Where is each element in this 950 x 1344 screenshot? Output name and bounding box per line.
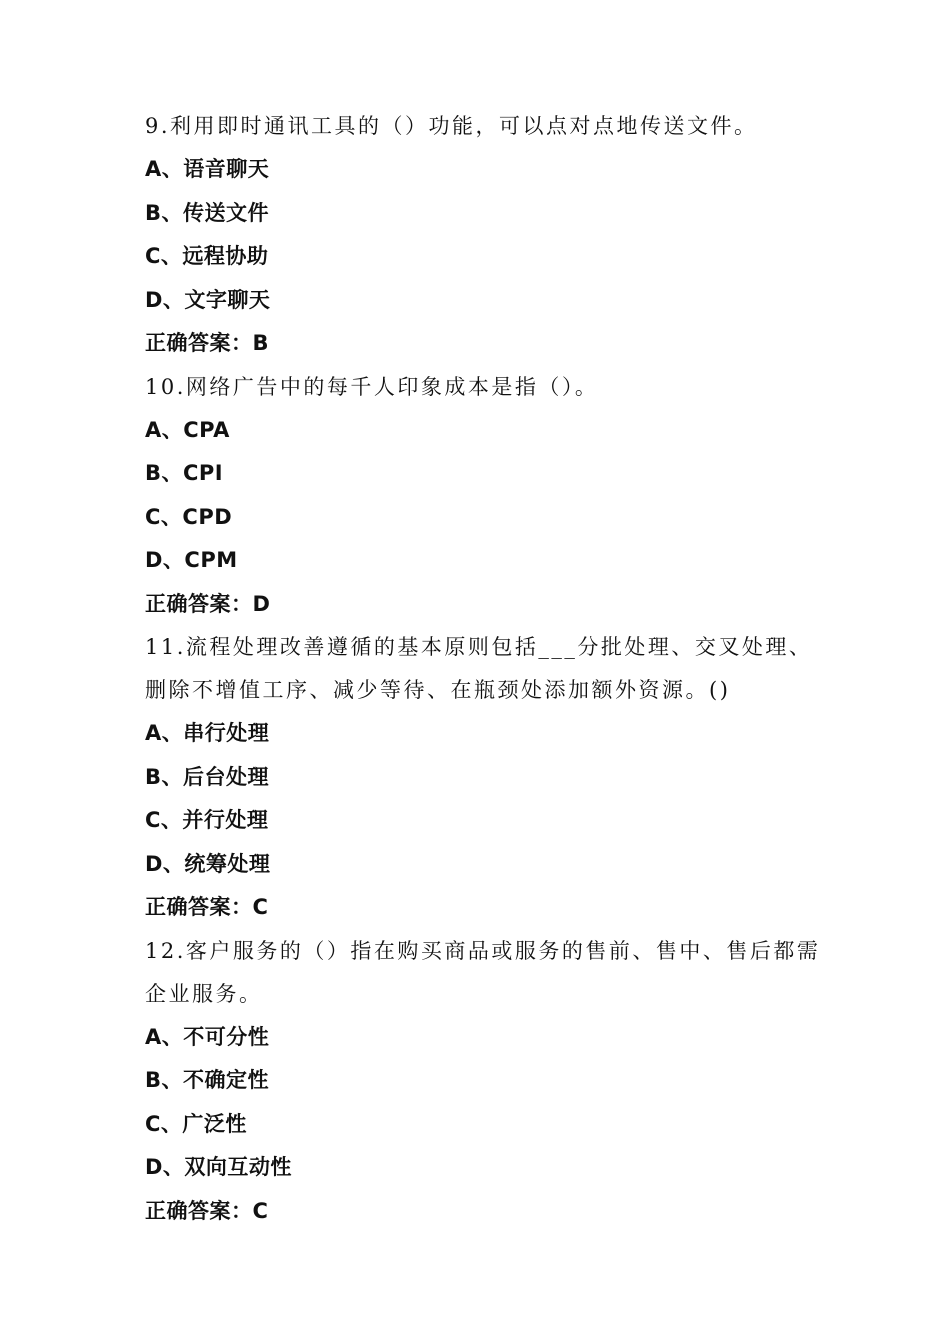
question-9	[145, 105, 825, 366]
question-text: 12.客户服务的（）指在购买商品或服务的售前、售中、售后都需企业服务。	[145, 938, 821, 1006]
question-11	[145, 626, 825, 930]
question-10	[145, 366, 825, 627]
correct-answer: 正确答案：C	[145, 1198, 269, 1223]
question-12	[145, 930, 825, 1234]
option-b: B、CPI	[145, 461, 224, 485]
option-a: A、不可分性	[145, 1024, 270, 1049]
option-c: C、广泛性	[145, 1111, 247, 1136]
option-c: C、CPD	[145, 504, 233, 529]
option-a: A、CPA	[145, 417, 230, 442]
option-d: D、双向互动性	[145, 1155, 292, 1179]
correct-answer: 正确答案：B	[145, 331, 270, 355]
option-d: D、统筹处理	[145, 851, 271, 876]
question-text: 10.网络广告中的每千人印象成本是指（）。	[145, 374, 599, 399]
option-a: A、串行处理	[145, 721, 270, 745]
option-c: C、并行处理	[145, 808, 269, 832]
option-b: B、不确定性	[145, 1068, 270, 1092]
question-list	[145, 105, 825, 1233]
question-text: 11.流程处理改善遵循的基本原则包括___分批处理、交叉处理、删除不增值工序、减少等待、在瓶颈处添加额外资源。()	[145, 635, 813, 702]
option-b: B、传送文件	[145, 200, 270, 225]
option-b: B、后台处理	[145, 764, 270, 789]
question-text: 9.利用即时通讯工具的（）功能，可以点对点地传送文件。	[145, 114, 758, 138]
option-c: C、远程协助	[145, 244, 269, 268]
correct-answer: 正确答案：C	[145, 895, 269, 919]
option-d: D、CPM	[145, 548, 238, 572]
correct-answer: 正确答案：D	[145, 591, 271, 616]
option-a: A、语音聊天	[145, 157, 270, 181]
option-d: D、文字聊天	[145, 287, 271, 312]
